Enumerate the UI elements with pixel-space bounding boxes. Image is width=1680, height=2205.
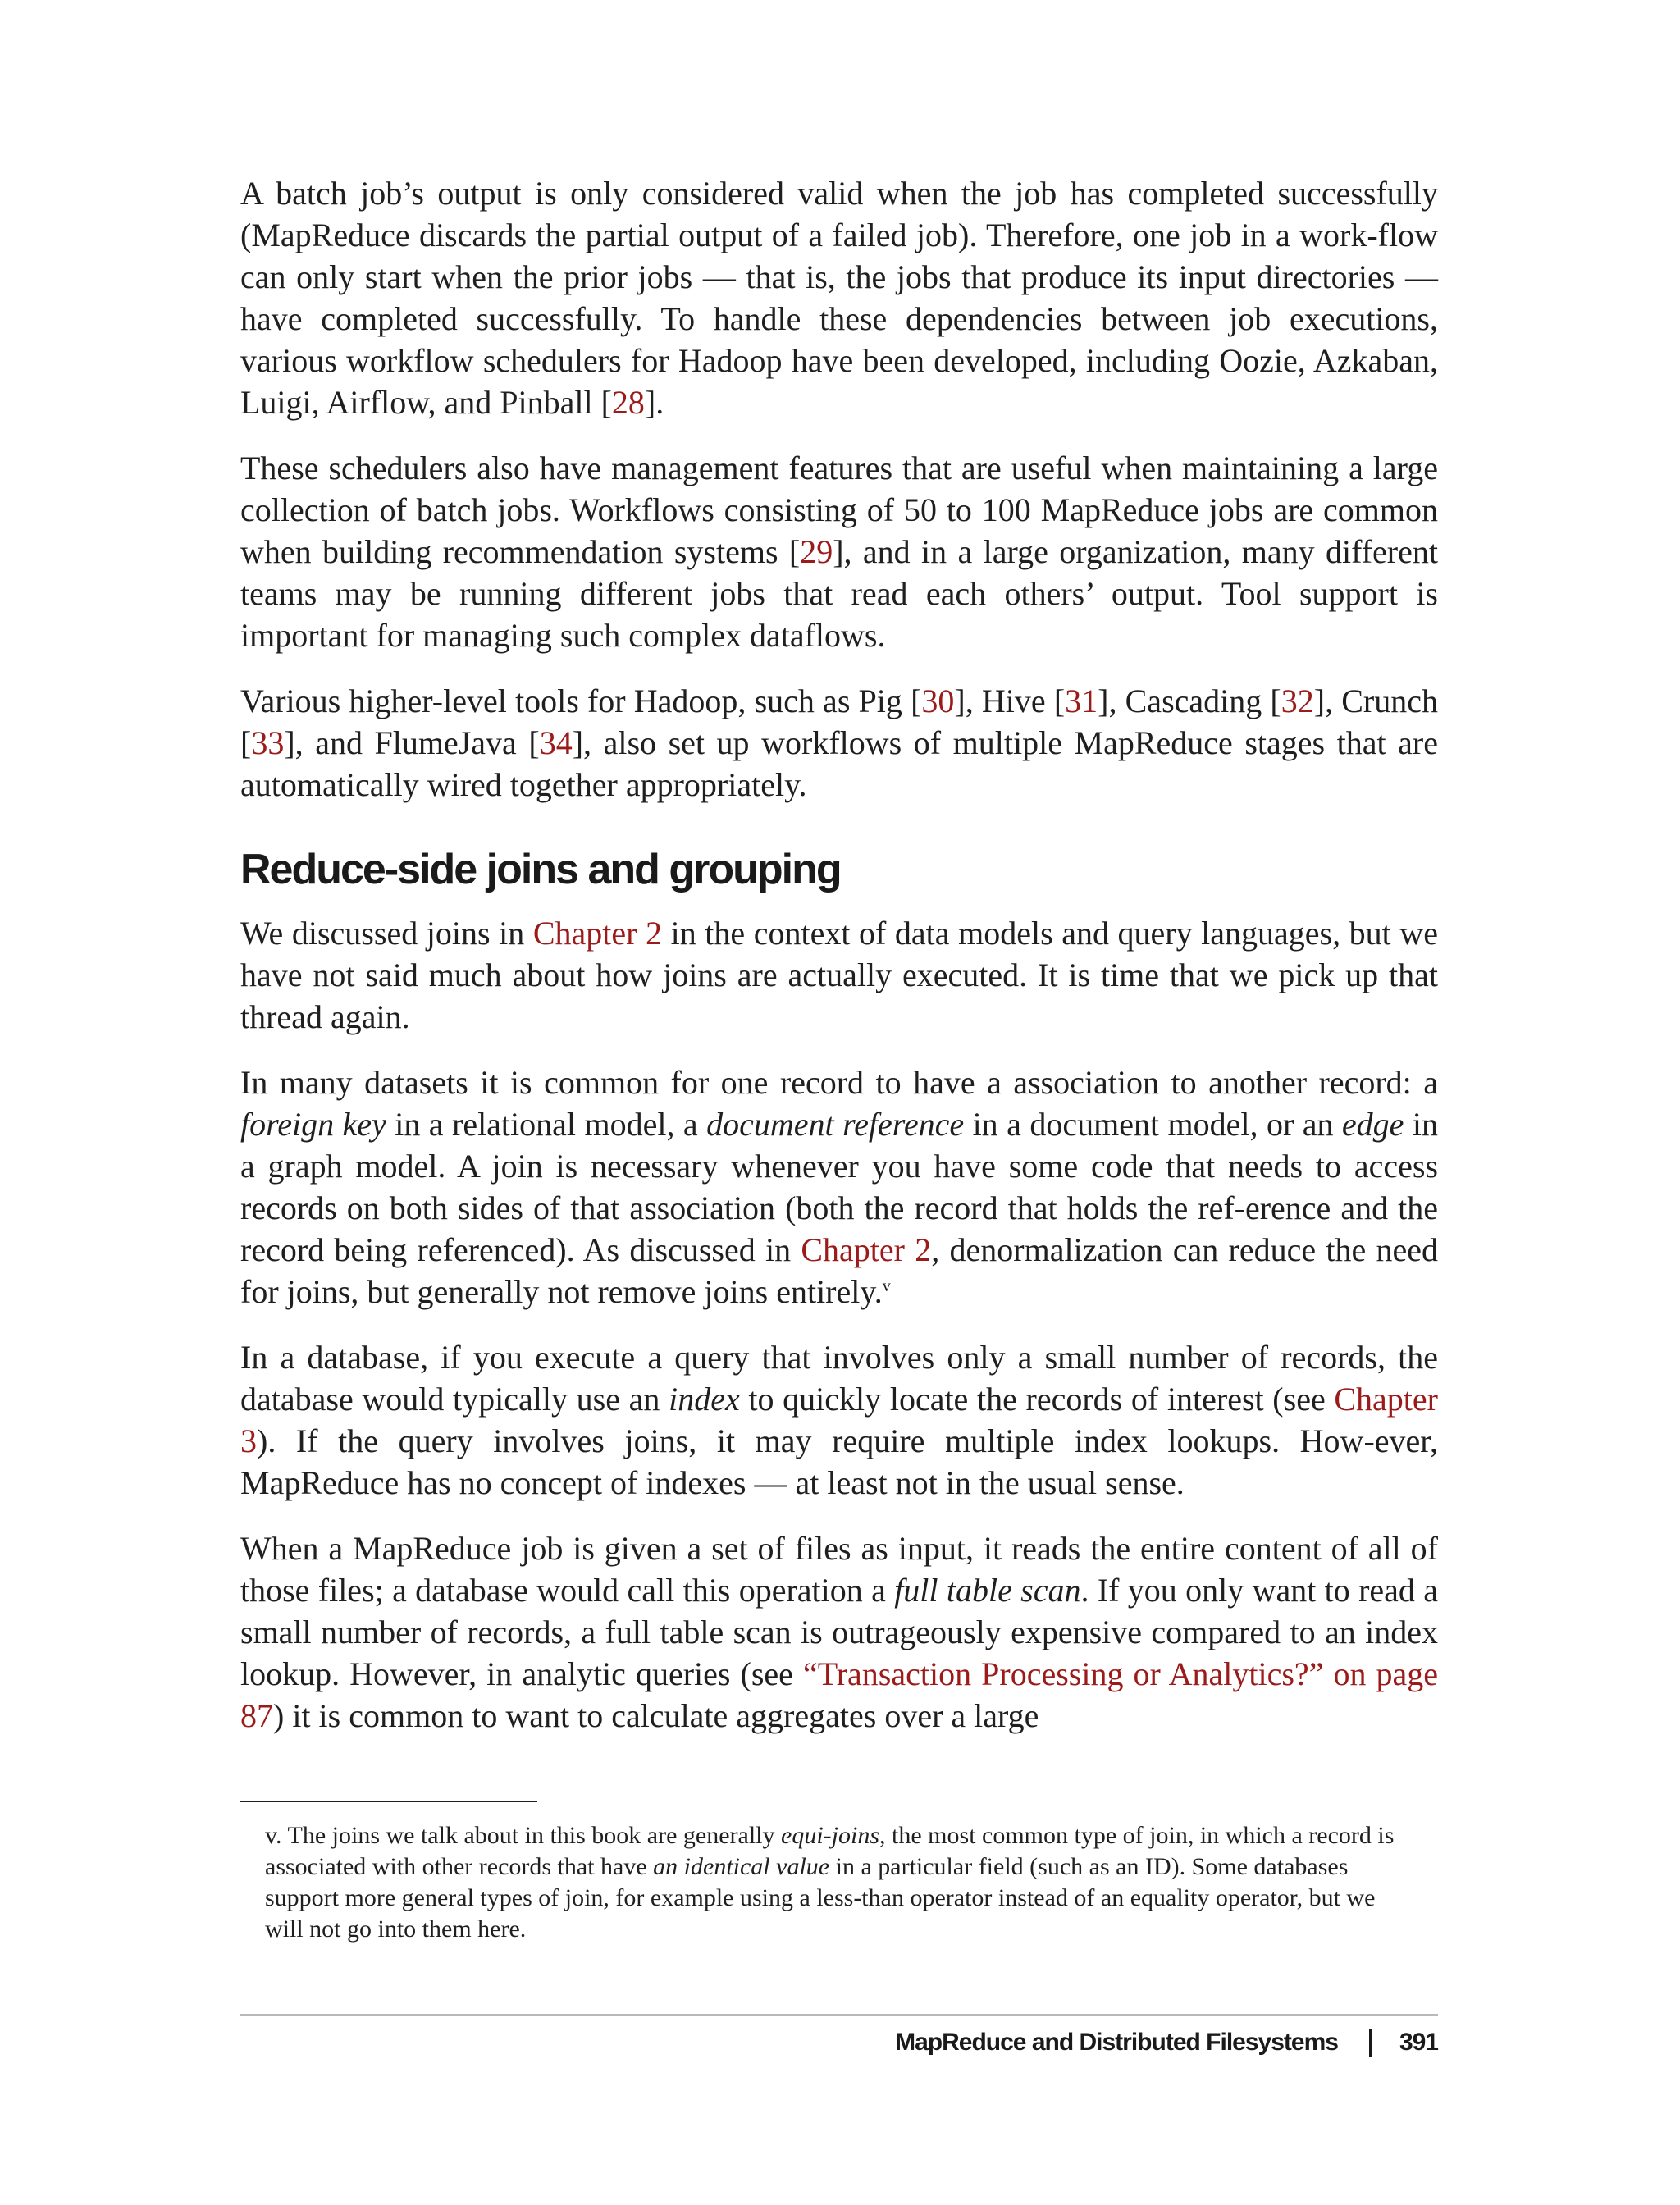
chapter-2-link[interactable]: Chapter 2 <box>532 915 663 952</box>
emphasis-document-reference: document reference <box>706 1106 965 1143</box>
citation-link-31[interactable]: 31 <box>1065 682 1098 719</box>
chapter-3-link[interactable]: Chapter 3 <box>240 1381 1438 1459</box>
text-run: to quickly locate the records of interest (see <box>739 1381 1335 1418</box>
text-run: ]. <box>644 384 664 421</box>
text-run: ], also set up workflows of multiple MapReduce stages that are automatically wired together appropriately. <box>240 724 1439 803</box>
citation-link-32[interactable]: 32 <box>1281 682 1314 719</box>
citation-link-34[interactable]: 34 <box>539 724 573 761</box>
citation-link-28[interactable]: 28 <box>611 384 645 421</box>
paragraph-higher-level-tools <box>240 680 1438 806</box>
body-text <box>240 172 1438 1737</box>
paragraph-associations <box>240 1061 1438 1312</box>
text-run: in the context of data models and query languages, but we have not said much about how joins are actually executed. It is time that we pick up that thread again. <box>240 915 1439 1035</box>
text-run: Various higher-level tools for Hadoop, such as Pig [ <box>240 682 922 719</box>
text-run: . If you only want to read a small number of records, a full table scan is outrageously expensive compared to an index lookup. However, in analytic queries (see <box>240 1572 1439 1692</box>
paragraph-schedulers <box>240 447 1438 656</box>
footer-separator <box>1369 2029 1372 2057</box>
paragraph-indexes <box>240 1336 1438 1504</box>
page-footer <box>895 2026 1438 2059</box>
text-run: v. The joins we talk about in this book are generally <box>265 1822 782 1849</box>
emphasis-index: index <box>669 1381 740 1418</box>
text-run: A batch job’s output is only considered valid when the job has completed successfully (MapReduce discards the partial output of a failed job). Therefore, one job in a work‐flow can only start when the prior jobs — that is, the jobs that produce its input directories — have completed successfully. To handle these dependencies between job executions, various workflow schedulers for Hadoop have been developed, including Oozie, Azkaban, Luigi, Airflow, and Pinball [ <box>240 175 1438 421</box>
paragraph-full-table-scan <box>240 1527 1438 1737</box>
section-heading: Reduce-side joins and grouping <box>240 846 841 893</box>
text-run: ], Hive [ <box>954 682 1066 719</box>
text-run: in a graph model. A join is necessary whenever you have some code that needs to access records on both sides of that association (both the record that holds the ref‐erence and the record being referenced). As discussed in <box>240 1106 1438 1268</box>
paragraph-joins-intro <box>240 912 1438 1038</box>
cross-reference-link[interactable]: “Transaction Processing or Analytics?” on page 87 <box>240 1655 1439 1734</box>
text-run: ) it is common to want to calculate aggregates over a large <box>273 1697 1039 1734</box>
footer-divider <box>240 2014 1438 2016</box>
paragraph-batch-output <box>240 172 1438 423</box>
emphasis-equi-joins: equi-joins <box>781 1822 880 1849</box>
text-run: in a relational model, a <box>386 1106 707 1143</box>
text-run: In many datasets it is common for one record to have a association to another record: a <box>240 1064 1438 1101</box>
text-run: , the most common type of join, in which a record is associated with other records that have <box>265 1822 1395 1880</box>
text-run: ], Cascading [ <box>1098 682 1281 719</box>
text-run: in a document model, or an <box>964 1106 1342 1143</box>
citation-link-33[interactable]: 33 <box>251 724 285 761</box>
footnote-marker[interactable]: v <box>882 1277 891 1295</box>
text-run: ], and FlumeJava [ <box>284 724 540 761</box>
citation-link-30[interactable]: 30 <box>921 682 955 719</box>
text-run: ], and in a large organization, many different teams may be running different jobs that read each others’ output. Tool support is important for managing such complex dataflows. <box>240 533 1438 654</box>
running-title: MapReduce and Distributed Filesystems <box>895 2029 1338 2056</box>
emphasis-full-table-scan: full table scan <box>894 1572 1081 1609</box>
text-run: We discussed joins in <box>240 915 533 952</box>
emphasis-foreign-key: foreign key <box>240 1106 386 1143</box>
text-run: These schedulers also have management features that are useful when maintaining a large collection of batch jobs. Workflows consisting of 50 to 100 MapReduce jobs are common when building recommendation systems [ <box>240 450 1438 570</box>
text-run: in a particular field (such as an ID). Some databases support more general types of join, for example using a less-than operator instead of an equality operator, but we will not go into them here. <box>265 1853 1376 1942</box>
chapter-2-link[interactable]: Chapter 2 <box>801 1231 932 1268</box>
text-run: ], Crunch [ <box>240 682 1438 761</box>
citation-link-29[interactable]: 29 <box>800 533 833 570</box>
footnote-v <box>265 1820 1418 1945</box>
text-run: When a MapReduce job is given a set of files as input, it reads the entire content of all of those files; a database would call this operation a <box>240 1530 1438 1609</box>
emphasis-edge: edge <box>1341 1106 1404 1143</box>
text-run: , denormalization can reduce the need for joins, but generally not remove joins entirely. <box>240 1231 1439 1310</box>
footnote-divider <box>240 1801 537 1802</box>
emphasis-identical-value: an identical value <box>653 1853 830 1880</box>
text-run: In a database, if you execute a query that involves only a small number of records, the database would typically use an <box>240 1339 1438 1418</box>
text-run: ). If the query involves joins, it may require multiple index lookups. How‐ever, MapReduce has no concept of indexes — at least not in the usual sense. <box>240 1422 1438 1501</box>
page-number: 391 <box>1399 2029 1438 2056</box>
